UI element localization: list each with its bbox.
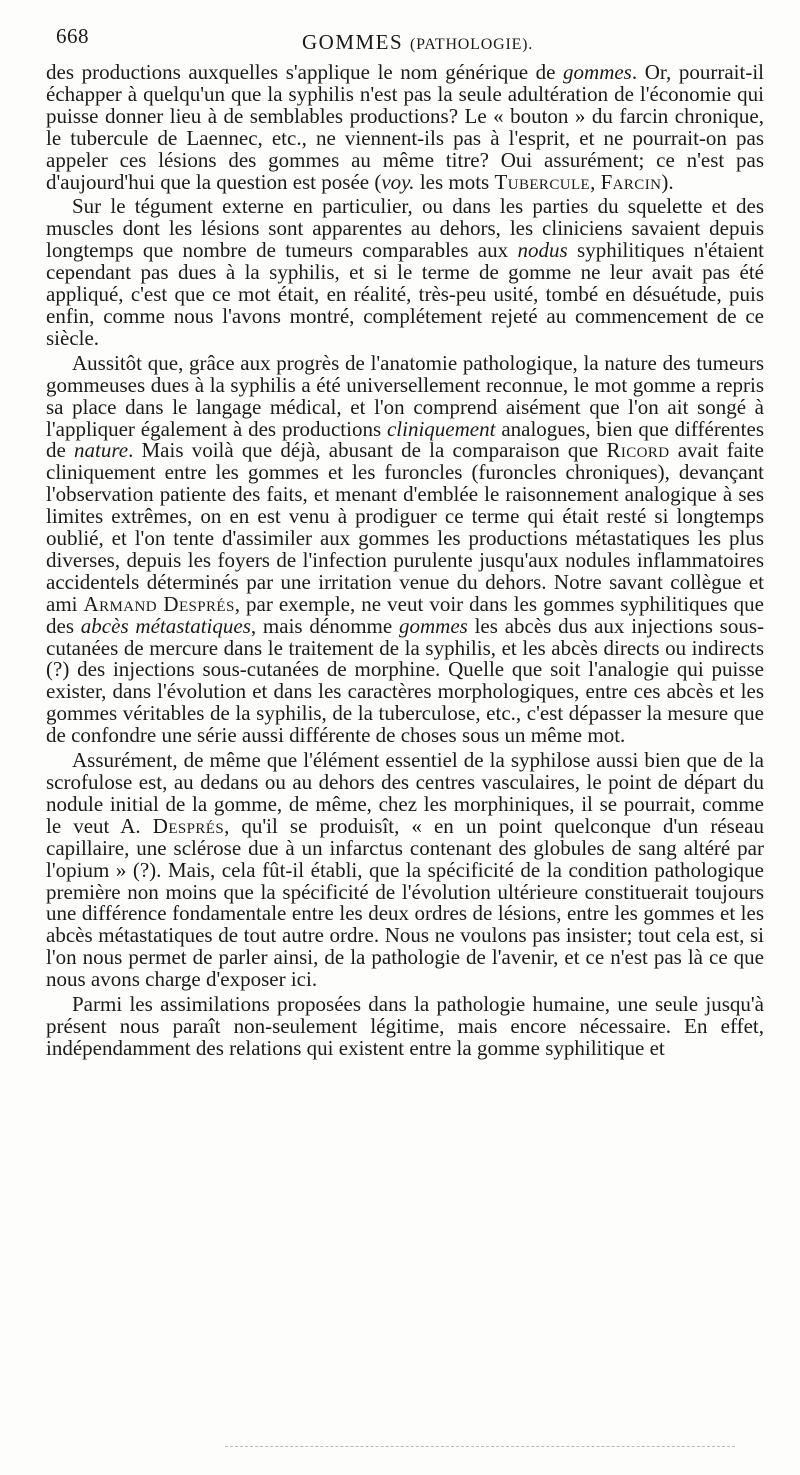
page-header xyxy=(52,22,764,56)
text-italic: gommes xyxy=(563,60,632,84)
text-italic: voy. xyxy=(381,169,415,194)
footer-rule xyxy=(225,1446,735,1447)
paragraph-p5 xyxy=(46,994,764,1060)
text-run: les mots xyxy=(414,169,495,194)
text-run: . Or, pourrait-il échapper à quelqu'un que la syphilis n'est pas la seule adultération de l'économie qui puisse donner lieu à de semblables productions? Le « bouton » du farcin chronique, le tubercule de Laennec, etc., ne viennent-ils pas à l'esprit, et ne pourrait-on pas appeler ces lésions des gommes au même titre? Oui assurément; ce n'est pas d'aujourd'hui que la question est posée ( xyxy=(46,60,764,194)
running-title xyxy=(302,30,533,55)
text-run: , qu'il se produisît, « en un point quelconque d'un réseau capillaire, une sclérose due à un infarctus contenant des globules de sang altéré par l'opium » (?). Mais, cela fût-il établi, que la spécificité de la condition pathologique première non moins que la spécificité de l'évolution ultérieure constituerait toujours une différence fondamentale entre les deux ordres de lésions, entre les gommes et les abcès métastatiques de tout autre ordre. Nous ne voulons pas insister; tout cela est, si l'on nous permet de parler ainsi, de la pathologie de l'avenir, et ce n'est pas là ce que nous avons charge d'exposer ici. xyxy=(46,813,764,992)
text-run: analogues, bien que différentes de xyxy=(46,416,764,463)
body-text xyxy=(46,62,764,1063)
text-run: ). xyxy=(661,169,674,194)
text-run: Assurément, de même que l'élément essentiel de la syphilose aussi bien que de la scrofulose est, au dedans ou au dehors des centres vasculaires, le point de départ du nodule initial de la gomme, de même, chez les morphiniques, il se pourrait, comme le veut A. xyxy=(46,748,764,838)
text-run: les abcès dus aux injections sous-cutanées de mercure dans le traitement de la syphilis, et les abcès directs ou indirects (?) des injections sous-cutanées de morphine. Quelle que soit l'analogie qui puisse exister, dans l'évolution et dans les caractères morphologiques, entre ces abcès et les gommes véritables de la syphilis, de la tuberculose, etc., c'est dépasser la mesure que de confondre une série aussi différente de choses sous un même mot. xyxy=(46,613,764,748)
text-smallcaps: Farcin xyxy=(600,169,662,194)
text-run: Sur le tégument externe en particulier, ou dans les parties du squelette et des muscles dont les lésions sont apparentes au dehors, les cliniciens savaient depuis longtemps que nombre de tumeurs comparables aux xyxy=(46,194,764,263)
text-italic: cliniquement xyxy=(386,416,496,441)
text-italic: gommes xyxy=(398,613,468,638)
text-smallcaps: Ricord xyxy=(606,438,670,463)
text-run: Aussitôt que, grâce aux progrès de l'anatomie pathologique, la nature des tumeurs gommeuses dues à la syphilis a été universellement reconnue, le mot gomme a repris sa place dans le langage médical, et l'on comprend aisément que l'on ait songé à l'appliquer également à des productions xyxy=(46,350,764,441)
paragraph-p4 xyxy=(46,750,764,991)
text-run: , par exemple, ne veut voir dans les gommes syphilitiques que des xyxy=(46,591,764,638)
paragraph-p1 xyxy=(46,62,764,193)
text-smallcaps: Armand Després xyxy=(83,591,235,616)
text-run: , xyxy=(590,169,601,194)
text-run: . Mais voilà que déjà, abusant de la comparaison que xyxy=(128,438,607,463)
text-run: Parmi les assimilations proposées dans la pathologie humaine, une seule jusqu'à présent nous paraît non-seulement légitime, mais encore nécessaire. En effet, indépendamment des relations qui existent entre la gomme syphilitique et xyxy=(46,992,764,1060)
text-run: des productions auxquelles s'applique le nom générique de xyxy=(46,60,564,84)
paragraph-p3 xyxy=(46,350,764,748)
text-italic: abcès métastatiques xyxy=(80,613,251,638)
text-italic: nature xyxy=(74,438,129,463)
page-number: 668 xyxy=(56,24,89,48)
text-italic: nodus xyxy=(517,238,568,263)
text-run: avait faite cliniquement entre les gommes et les furoncles (furoncles chroniques), devançant l'observation patiente des faits, et menant d'emblée le raisonnement analogique à ses limites extrêmes, on en est venu à prodiguer ce terme qui était resté si longtemps oublié, et l'on tente d'assimiler aux gommes les productions métastatiques les plus diverses, depuis les foyers de l'infection purulente jusqu'aux nodules inflammatoires accidentels déterminés par une irritation venue du dehors. Notre savant collègue et ami xyxy=(46,438,764,616)
text-smallcaps: Després xyxy=(152,813,225,838)
running-title-main: GOMMES xyxy=(302,30,410,54)
text-run: , mais dénomme xyxy=(250,613,399,638)
text-run: syphilitiques n'étaient cependant pas dues à la syphilis, et si le terme de gomme ne leur avait pas été appliqué, c'est que ce mot était, en réalité, très-peu usité, tombé en désuétude, puis enfin, comme nous l'avons montré, complétement rejeté au commencement de ce siècle. xyxy=(46,238,764,350)
running-title-sub: (PATHOLOGIE). xyxy=(409,36,534,53)
paragraph-p2 xyxy=(46,196,764,349)
text-smallcaps: Tubercule xyxy=(494,169,591,194)
